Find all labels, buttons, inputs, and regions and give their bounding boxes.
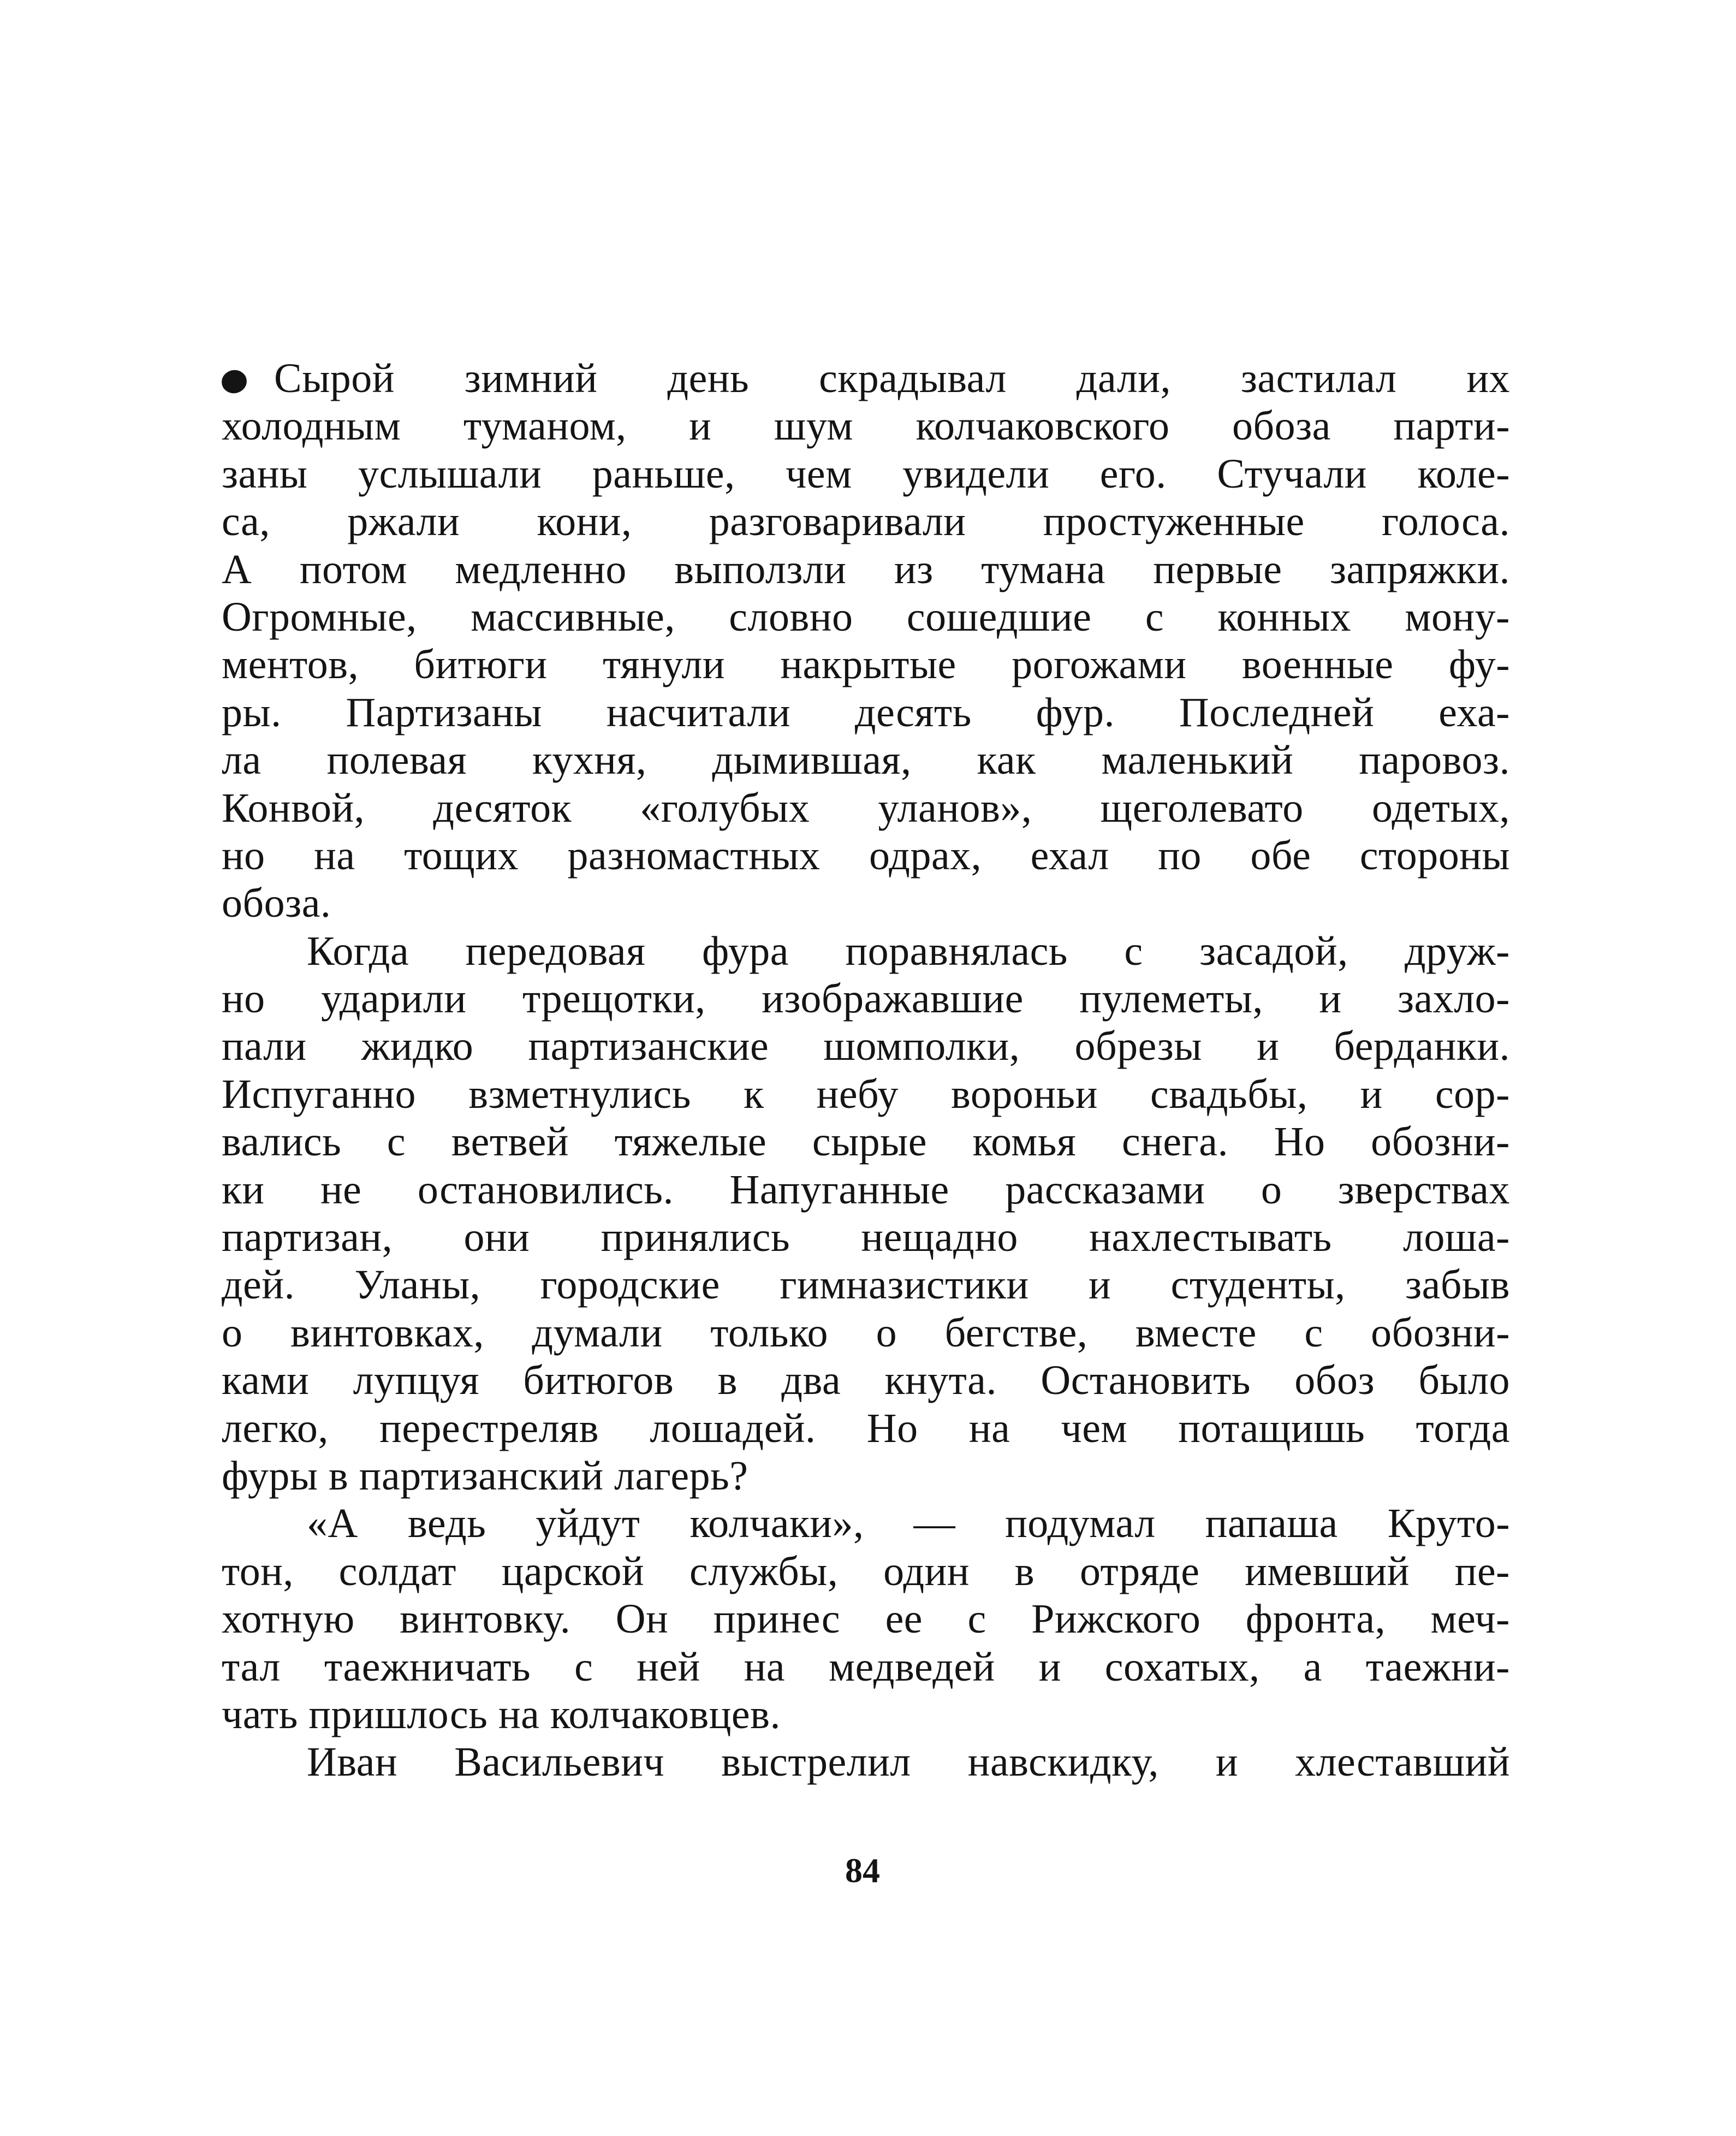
text-line-12: обоза. xyxy=(222,880,331,927)
text-line-16: Испуганно взметнулись к небу вороньи свадьбы, и сор- xyxy=(222,1071,1510,1117)
text-line-18: ки не остановились. Напуганные рассказами о зверствах xyxy=(222,1166,1510,1213)
text-line-1: Сырой зимний день скрадывал дали, застилал их xyxy=(222,355,1510,402)
text-line-17: вались с ветвей тяжелые сырые комья снега. Но обозни- xyxy=(222,1119,1510,1165)
text-line-13: Когда передовая фура поравнялась с засадой, друж- xyxy=(307,928,1510,974)
text-line-20: дей. Уланы, городские гимназистики и студенты, забыв xyxy=(222,1262,1510,1308)
text-line-3: заны услышали раньше, чем увидели его. Стучали коле- xyxy=(222,450,1510,497)
page-number: 84 xyxy=(845,1851,880,1890)
text-line-5: А потом медленно выползли из тумана первые запряжки. xyxy=(222,546,1510,592)
text-line-28: тал таежничать с ней на медведей и сохатых, а таежни- xyxy=(222,1643,1510,1690)
text-line-7: ментов, битюги тянули накрытые рогожами военные фу- xyxy=(222,642,1510,688)
text-line-15: пали жидко партизанские шомполки, обрезы и берданки. xyxy=(222,1023,1510,1070)
text-line-6: Огромные, массивные, словно сошедшие с конных мону- xyxy=(222,594,1510,640)
section-bullet-icon xyxy=(219,368,249,396)
text-line-29: чать пришлось на колчаковцев. xyxy=(222,1691,781,1737)
text-line-2: холодным туманом, и шум колчаковского обоза парти- xyxy=(222,403,1510,449)
text-line-27: хотную винтовку. Он принес ее с Рижского фронта, меч- xyxy=(222,1596,1510,1642)
text-line-11: но на тощих разномастных одрах, ехал по обе стороны xyxy=(222,832,1510,879)
text-line-25: «А ведь уйдут колчаки», — подумал папаша Круто- xyxy=(307,1500,1510,1547)
text-line-19: партизан, они принялись нещадно нахлестывать лоша- xyxy=(222,1214,1510,1261)
text-line-30: Иван Васильевич выстрелил навскидку, и хлеставший xyxy=(307,1739,1510,1785)
text-line-21: о винтовках, думали только о бегстве, вместе с обозни- xyxy=(222,1309,1510,1356)
text-line-26: тон, солдат царской службы, один в отряде имевший пе- xyxy=(222,1548,1510,1594)
text-line-10: Конвой, десяток «голубых уланов», щеголевато одетых, xyxy=(222,785,1510,831)
text-line-9: ла полевая кухня, дымившая, как маленький паровоз. xyxy=(222,737,1510,784)
page-text xyxy=(222,355,1510,1787)
text-line-4: са, ржали кони, разговаривали простуженные голоса. xyxy=(222,499,1510,545)
text-line-24: фуры в партизанский лагерь? xyxy=(222,1452,748,1499)
text-line-8: ры. Партизаны насчитали десять фур. Последней еха- xyxy=(222,689,1510,735)
text-line-14: но ударили трещотки, изображавшие пулеметы, и захло- xyxy=(222,976,1510,1022)
text-line-23: легко, перестреляв лошадей. Но на чем потащишь тогда xyxy=(222,1405,1510,1451)
text-line-22: ками лупцуя битюгов в два кнута. Остановить обоз было xyxy=(222,1357,1510,1404)
